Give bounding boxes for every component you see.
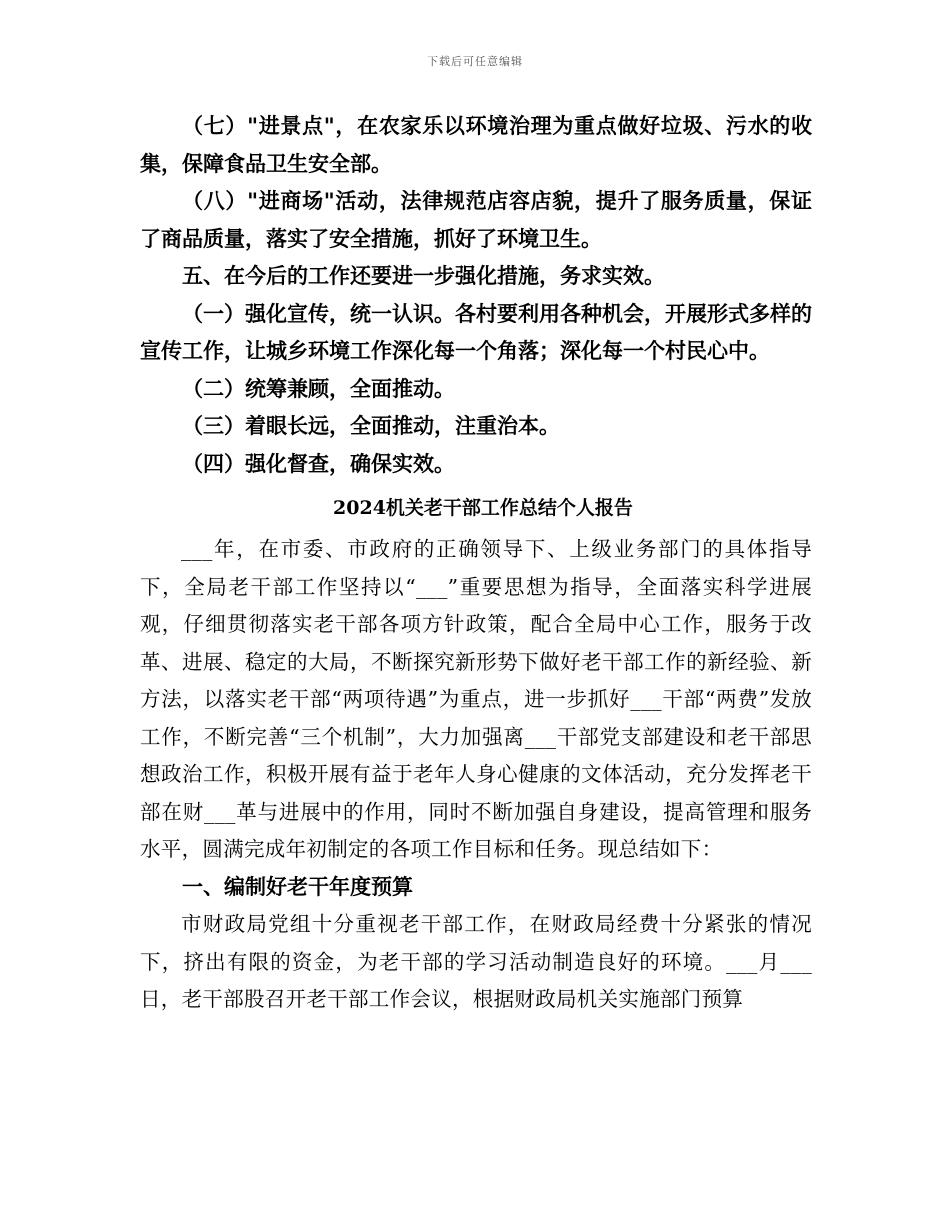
paragraph-item-7: （七）"进景点"，在农家乐以环境治理为重点做好垃圾、污水的收集，保障食品卫生安全部。 — [140, 114, 812, 176]
report-intro: ___年，在市委、市政府的正确领导下、上级业务部门的具体指导下，全局老干部工作坚持以“___”重要思想为指导，全面落实科学进展观，仔细贯彻落实老干部各项方针政策，配合全局中心工作，服务于改革、进展、稳定的大局，不断探究新形势下做好老干部工作的新经验、新方法，以落实老干部“两项待遇”为重点，进一步抓好___干部“两费”发放工作，不断完善“三个机制”，大力加强离___干部党支部建设和老干部思想政治工作，积极开展有益于老年人身心健康的文体活动，充分发挥老干部在财___革与进展中的作用，同时不断加强自身建设，提高管理和服务水平，圆满完成年初制定的各项工作目标和任务。现总结如下： — [140, 537, 812, 861]
paragraph-measure-1: （一）强化宣传，统一认识。各村要利用各种机会，开展形式多样的宣传工作，让城乡环境工作深化每一个角落；深化每一个村民心中。 — [140, 301, 812, 363]
report-heading-1: 一、编制好老干年度预算 — [182, 874, 413, 899]
report-paragraph-1: 市财政局党组十分重视老干部工作，在财政局经费十分紧张的情况下，挤出有限的资金，为老干部的学习活动制造良好的环境。___月___日，老干部股召开老干部工作会议，根据财政局机关实施部门预算 — [140, 912, 812, 1011]
report-title: 2024机关老干部工作总结个人报告 — [333, 497, 633, 519]
paragraph-item-8: （八）"进商场"活动，法律规范店容店貌，提升了服务质量，保证了商品质量，落实了安全措施，抓好了环境卫生。 — [140, 189, 812, 251]
header-note: 下载后可任意编辑 — [427, 55, 523, 68]
document-body — [140, 108, 812, 1019]
section-five-heading: 五、在今后的工作还要进一步强化措施，务求实效。 — [182, 264, 665, 288]
paragraph-measure-4: （四）强化督查，确保实效。 — [182, 451, 455, 476]
paragraph-measure-2: （二）统筹兼顾，全面推动。 — [182, 376, 455, 401]
paragraph-measure-3: （三）着眼长远，全面推动，注重治本。 — [182, 414, 560, 438]
